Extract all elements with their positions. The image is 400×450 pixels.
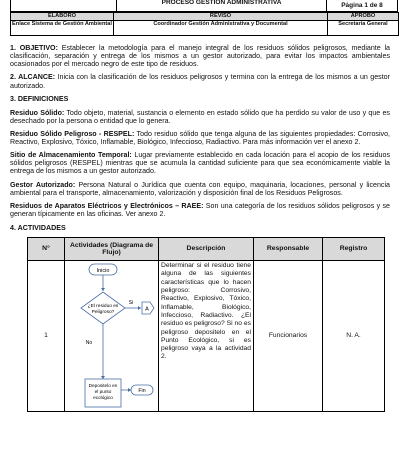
flowchart	[65, 261, 159, 411]
col-header-responsable: Responsable	[254, 238, 323, 261]
definition-text: Lugar previamente establecido en cada locación para el acopio de los residuos sólidos peligrosos (RESPEL) mientras que se acumula la cantidad suficiente para que sea económicamente viable la entrega de los mismos a un gestor autorizado.	[10, 151, 390, 176]
flow-arrowhead	[101, 288, 105, 291]
approval-table	[10, 12, 399, 36]
start-label: Inicio	[96, 268, 110, 275]
definition-term: Residuo Sólido:	[10, 108, 65, 117]
definition-raee	[10, 202, 390, 218]
flow-arrowhead	[101, 376, 105, 379]
alcance-text: Inicia con la clasificación de los residuos peligrosos y termina con la entrega de los mismos a un gestor autorizado.	[10, 73, 390, 90]
definition-residuo-solido	[10, 109, 390, 125]
elaboro-label: ELABORÓ	[11, 13, 114, 21]
objetivo-paragraph	[10, 44, 390, 68]
col-header-activities: Actividades (Diagrama de Flujo)	[65, 238, 159, 261]
elaboro-name: Enlace Sistema de Gestión Ambiental	[11, 20, 114, 35]
aprobo-name: Secretaría General	[328, 20, 399, 35]
col-header-registro: Registro	[323, 238, 385, 261]
document-body	[10, 44, 390, 412]
flow-arrowhead	[128, 388, 131, 392]
definition-gestor-autorizado	[10, 181, 390, 197]
header-page-number: Página 1 de 8	[327, 0, 398, 12]
col-header-description: Descripción	[159, 238, 254, 261]
flow-diagram-cell	[65, 261, 159, 412]
activities-table	[27, 237, 385, 412]
activity-responsable: Funcionarios	[254, 261, 323, 412]
flow-arrowhead	[138, 306, 141, 310]
header-process-name: PROCESO GESTIÓN ADMINISTRATIVA	[117, 0, 327, 12]
row-number: 1	[28, 261, 65, 412]
alcance-title: 2. ALCANCE:	[10, 73, 56, 82]
alcance-paragraph	[10, 73, 390, 89]
reviso-label: REVISÓ	[114, 13, 328, 21]
aprobo-label: APROBÓ	[328, 13, 399, 21]
document-header	[10, 0, 398, 12]
objetivo-text: Establecer la metodología para el manejo integral de los residuos sólidos peligrosos, mediante la clasificación, separación y entrega de los mismos a un gestor autorizado, para evitar los impactos ambientales ocasionados por el mercado negro de este tipo de residuos.	[10, 44, 390, 69]
actividades-title: 4. ACTIVIDADES	[10, 223, 66, 232]
reviso-name: Coordinador Gestión Administrativa y Documental	[114, 20, 328, 35]
definition-text: Todo residuo sólido que tenga alguna de las siguientes propiedades: Corrosivo, Reactivo, Explosivo, Tóxico, Inflamable, Biológico, Infeccioso, Radiactivo. Para más información ver el anexo 2.	[10, 129, 390, 146]
end-label: Fin	[138, 388, 146, 395]
definition-term: Sitio de Almacenamiento Temporal:	[10, 151, 132, 160]
definition-text: Persona Natural o Jurídica que cuenta con equipo, maquinaria, locaciones, personal y licencia ambiental para el transporte, almacenamiento, valorización y disposición final de los Residuos Peligrosos.	[10, 180, 390, 197]
objetivo-title: 1. OBJETIVO:	[10, 44, 58, 52]
definition-term: Residuo Sólido Peligroso - RESPEL:	[10, 129, 135, 138]
deposit-label-line2: el punto	[94, 389, 112, 395]
col-header-number: N°	[28, 238, 65, 261]
definition-term: Residuos de Aparatos Eléctricos y Electrónicos – RAEE:	[10, 202, 204, 211]
definition-text: Son una categoría de los residuos sólidos peligrosos y se generan típicamente en las oficinas. Ver anexo 2.	[10, 202, 390, 219]
activity-description: Determinar si el residuo tiene alguna de las siguientes características que lo hacen peligroso: Corrosivo, Reactivo, Explosivo, Tóxico, Inflamable, Biológico, Infeccioso, Radiactivo. ¿El residuo es peligroso? Si no es peligroso depositelo en el Punto Ecológico, si es peligroso vaya a la actividad 2.	[159, 261, 254, 412]
connector-label: A	[145, 306, 149, 313]
decision-label-line2: Peligroso?	[91, 310, 115, 316]
definition-sitio-almacenamiento	[10, 151, 390, 175]
yes-label: Si	[128, 300, 134, 307]
activity-registro: N. A.	[323, 261, 385, 412]
deposit-label-line3: ecológico	[93, 395, 113, 401]
definition-text: Todo objeto, material, sustancia o elemento en estado sólido que ha perdido su valor de uso y que es desechado por la persona o entidad que lo genera.	[10, 108, 390, 125]
header-logo-cell	[10, 0, 117, 12]
table-row	[28, 261, 385, 412]
definition-term: Gestor Autorizado:	[10, 180, 76, 189]
deposit-label-line1: Depositelo en	[88, 383, 118, 389]
decision-label-line1: ¿El residuo es	[87, 304, 119, 310]
definiciones-title: 3. DEFINICIONES	[10, 94, 69, 103]
no-label: No	[85, 340, 93, 347]
definition-respel	[10, 130, 390, 146]
